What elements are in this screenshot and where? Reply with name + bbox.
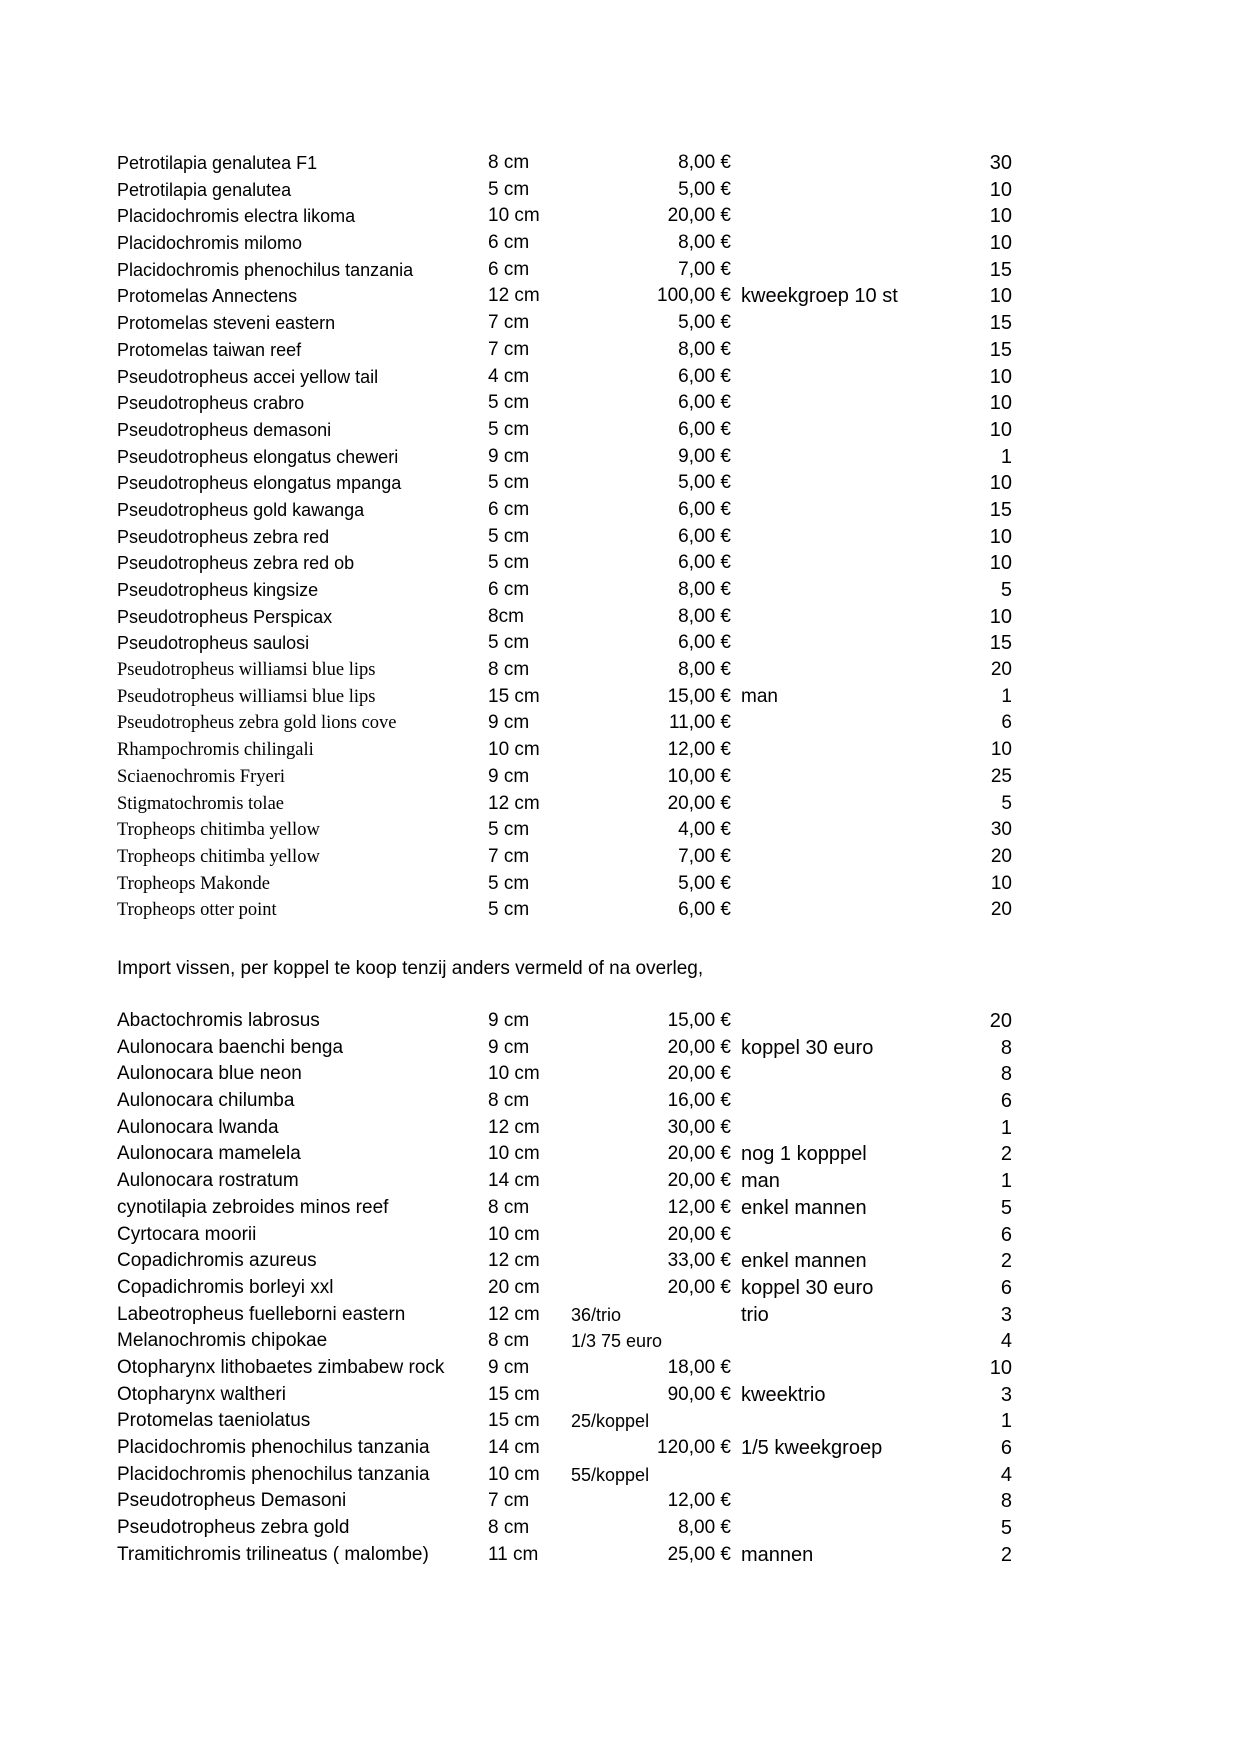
fish-price: 6,00 €: [678, 365, 731, 387]
fish-size: 14 cm: [488, 1170, 540, 1192]
price-note: 25/koppel: [571, 1411, 650, 1432]
remark: koppel 30 euro: [741, 1036, 874, 1059]
table-row: [0, 283, 1240, 310]
fish-size: 12 cm: [488, 1303, 540, 1325]
fish-price: 33,00 €: [667, 1250, 731, 1272]
fish-price: 90,00 €: [667, 1383, 731, 1405]
quantity: 8: [1000, 1036, 1012, 1059]
fish-price: 8,00 €: [678, 579, 731, 600]
quantity: 15: [989, 498, 1012, 521]
fish-price: 20,00 €: [667, 1036, 731, 1058]
quantity: 20: [990, 659, 1012, 681]
fish-size: 10 cm: [488, 1463, 540, 1485]
table-row: [0, 230, 1240, 257]
table-row: [0, 1275, 1240, 1302]
fish-size: 20 cm: [488, 1276, 540, 1298]
table-row: [0, 604, 1240, 631]
table-row: [0, 1248, 1240, 1275]
fish-price: 6,00 €: [678, 552, 731, 574]
fish-size: 8 cm: [488, 1517, 530, 1539]
fish-name: Pseudotropheus williamsi blue lips: [117, 660, 376, 681]
fish-price: 6,00 €: [678, 418, 731, 440]
table-row: [0, 1542, 1240, 1569]
remark: koppel 30 euro: [741, 1276, 874, 1299]
fish-name: Tropheops Makonde: [117, 873, 270, 894]
quantity: 6: [1001, 712, 1012, 734]
quantity: 30: [989, 152, 1012, 174]
quantity: 10: [989, 418, 1012, 441]
quantity: 20: [990, 899, 1012, 921]
table-row: [0, 1061, 1240, 1088]
fish-name: Pseudotropheus Demasoni: [117, 1490, 347, 1512]
fish-price: 20,00 €: [667, 792, 731, 814]
table-row: [0, 1462, 1240, 1489]
fish-name: Petrotilapia genalutea: [117, 179, 292, 200]
quantity: 1: [1000, 1116, 1012, 1139]
fish-size: 12 cm: [488, 1250, 540, 1272]
fish-size: 8 cm: [488, 152, 530, 173]
fish-name: Aulonocara blue neon: [117, 1063, 302, 1085]
remark: nog 1 kopppel: [741, 1143, 867, 1166]
fish-name: Pseudotropheus zebra gold: [117, 1517, 350, 1539]
table-row: [0, 417, 1240, 444]
fish-size: 5 cm: [488, 819, 530, 841]
fish-size: 7 cm: [488, 845, 530, 867]
fish-name: Pseudotropheus saulosi: [117, 633, 310, 654]
table-row: [0, 1355, 1240, 1382]
table-row: [0, 577, 1240, 604]
quantity: 2: [1000, 1543, 1012, 1566]
fish-size: 8 cm: [488, 1330, 530, 1352]
fish-size: 5 cm: [488, 178, 530, 200]
quantity: 10: [989, 1356, 1012, 1379]
fish-price: 15,00 €: [667, 1010, 731, 1031]
fish-size: 12 cm: [488, 792, 540, 814]
table-row: [0, 1115, 1240, 1142]
fish-size: 5 cm: [488, 632, 530, 654]
fish-price: 8,00 €: [678, 338, 731, 360]
table-row: [0, 684, 1240, 711]
quantity: 10: [989, 392, 1012, 415]
fish-size: 6 cm: [488, 258, 530, 280]
fish-size: 7 cm: [488, 1490, 530, 1512]
fish-price: 8,00 €: [678, 605, 731, 627]
fish-name: Copadichromis borleyi xxl: [117, 1276, 334, 1298]
fish-name: Pseudotropheus Perspicax: [117, 606, 333, 627]
table-row: [0, 364, 1240, 391]
fish-name: Pseudotropheus zebra red ob: [117, 553, 355, 574]
fish-price: 20,00 €: [667, 205, 731, 227]
quantity: 25: [990, 765, 1012, 787]
quantity: 6: [1000, 1437, 1012, 1459]
quantity: 1: [1000, 1170, 1012, 1193]
quantity: 10: [989, 285, 1012, 308]
fish-name: Pseudotropheus accei yellow tail: [117, 366, 379, 387]
remark: trio: [741, 1303, 769, 1326]
fish-price: 4,00 €: [678, 819, 731, 841]
price-note: 55/koppel: [571, 1464, 650, 1485]
fish-name: Pseudotropheus demasoni: [117, 419, 332, 440]
fish-name: Rhampochromis chilingali: [117, 740, 314, 761]
fish-price: 5,00 €: [678, 178, 731, 200]
quantity: 4: [1000, 1330, 1012, 1353]
fish-size: 8 cm: [488, 1090, 530, 1112]
fish-size: 5 cm: [488, 392, 530, 414]
table-row: [0, 1515, 1240, 1542]
fish-price: 8,00 €: [678, 232, 731, 254]
fish-price: 9,00 €: [678, 445, 731, 467]
fish-name: Placidochromis phenochilus tanzania: [117, 259, 414, 280]
fish-price: 8,00 €: [678, 1517, 731, 1539]
table-row: [0, 791, 1240, 818]
import-section-heading: Import vissen, per koppel te koop tenzij anders vermeld of na overleg,: [117, 958, 704, 979]
fish-name: Aulonocara rostratum: [117, 1170, 299, 1192]
quantity: 5: [1001, 792, 1012, 814]
fish-name: Aulonocara chilumba: [117, 1090, 295, 1112]
quantity: 2: [1000, 1143, 1012, 1166]
table-row: [0, 1382, 1240, 1409]
fish-size: 7 cm: [488, 338, 530, 360]
fish-price: 7,00 €: [678, 845, 731, 867]
fish-name: Placidochromis phenochilus tanzania: [117, 1463, 430, 1485]
fish-price: 20,00 €: [667, 1063, 731, 1085]
table-row: [0, 817, 1240, 844]
table-row: [0, 1141, 1240, 1168]
fish-size: 10 cm: [488, 1063, 540, 1085]
fish-size: 10 cm: [488, 739, 540, 761]
fish-name: Placidochromis milomo: [117, 233, 303, 254]
quantity: 15: [989, 338, 1012, 361]
price-note: 36/trio: [571, 1304, 622, 1325]
quantity: 10: [989, 525, 1012, 548]
quantity: 10: [989, 205, 1012, 228]
fish-price: 6,00 €: [678, 392, 731, 414]
fish-price: 30,00 €: [667, 1116, 731, 1138]
quantity: 5: [1000, 579, 1012, 601]
fish-size: 15 cm: [488, 1383, 540, 1405]
quantity: 5: [1000, 1517, 1012, 1540]
fish-price: 12,00 €: [667, 739, 731, 761]
fish-price: 20,00 €: [667, 1223, 731, 1245]
fish-name: Tramitichromis trilineatus ( malombe): [117, 1543, 429, 1565]
fish-name: Protomelas Annectens: [117, 286, 298, 307]
quantity: 20: [990, 845, 1012, 867]
quantity: 10: [989, 232, 1012, 255]
fish-name: Aulonocara baenchi benga: [117, 1036, 344, 1058]
fish-name: Cyrtocara moorii: [117, 1223, 257, 1245]
table-row: [0, 337, 1240, 364]
fish-name: Pseudotropheus zebra red: [117, 526, 330, 547]
table-row: [0, 444, 1240, 471]
fish-name: cynotilapia zebroides minos reef: [117, 1196, 389, 1218]
remark: man: [741, 685, 778, 707]
fish-price: 7,00 €: [678, 258, 731, 280]
table-row: [0, 1222, 1240, 1249]
fish-name: Pseudotropheus zebra gold lions cove: [117, 713, 397, 734]
fish-size: 9 cm: [488, 712, 530, 734]
fish-price: 5,00 €: [678, 872, 731, 894]
fish-name: Tropheops chitimba yellow: [117, 820, 320, 841]
fish-name: Pseudotropheus williamsi blue lips: [117, 686, 376, 707]
table-row: [0, 470, 1240, 497]
quantity: 8: [1000, 1490, 1012, 1513]
quantity: 1: [1001, 685, 1012, 707]
fish-size: 9 cm: [488, 1036, 530, 1058]
fish-price: 6,00 €: [678, 498, 731, 520]
fish-size: 5 cm: [488, 472, 530, 494]
quantity: 15: [989, 258, 1012, 281]
remark: kweektrio: [741, 1383, 826, 1406]
fish-name: Placidochromis phenochilus tanzania: [117, 1437, 430, 1458]
fish-name: Aulonocara lwanda: [117, 1116, 279, 1138]
fish-price: 18,00 €: [667, 1356, 731, 1378]
table-row: [0, 524, 1240, 551]
remark: kweekgroep 10 st: [741, 285, 898, 308]
fish-name: Labeotropheus fuelleborni eastern: [117, 1303, 406, 1325]
fish-name: Pseudotropheus elongatus mpanga: [117, 473, 402, 494]
quantity: 10: [990, 872, 1012, 894]
fish-price-table-import: [0, 1008, 1240, 1568]
remark: enkel mannen: [741, 1196, 867, 1219]
fish-price: 6,00 €: [678, 899, 731, 921]
fish-name: Petrotilapia genalutea F1: [117, 153, 318, 173]
fish-size: 15 cm: [488, 1410, 540, 1432]
table-row: [0, 1168, 1240, 1195]
fish-name: Stigmatochromis tolae: [117, 793, 284, 814]
fish-name: Pseudotropheus kingsize: [117, 580, 319, 600]
fish-size: 10 cm: [488, 1223, 540, 1245]
fish-size: 6 cm: [488, 579, 530, 600]
fish-size: 10 cm: [488, 1143, 540, 1165]
remark: enkel mannen: [741, 1250, 867, 1273]
fish-price: 12,00 €: [667, 1490, 731, 1512]
fish-name: Aulonocara mamelela: [117, 1143, 301, 1165]
fish-name: Otopharynx lithobaetes zimbabew rock: [117, 1356, 445, 1378]
remark: mannen: [741, 1543, 814, 1566]
fish-name: Protomelas taeniolatus: [117, 1410, 311, 1432]
fish-size: 15 cm: [488, 685, 540, 707]
table-row: [0, 310, 1240, 337]
fish-size: 9 cm: [488, 445, 530, 467]
fish-size: 4 cm: [488, 365, 530, 387]
table-row: [0, 1035, 1240, 1062]
table-row: [0, 177, 1240, 204]
quantity: 10: [989, 365, 1012, 388]
quantity: 6: [1000, 1276, 1012, 1299]
quantity: 30: [990, 819, 1012, 841]
table-row: [0, 1195, 1240, 1222]
quantity: 3: [1000, 1383, 1012, 1406]
fish-size: 9 cm: [488, 1356, 530, 1378]
fish-price-table-local: [0, 150, 1240, 924]
quantity: 6: [1000, 1090, 1012, 1113]
table-row: [0, 630, 1240, 657]
fish-size: 6 cm: [488, 232, 530, 254]
fish-size: 9 cm: [488, 765, 530, 787]
fish-price: 5,00 €: [678, 472, 731, 494]
fish-size: 5 cm: [488, 418, 530, 440]
table-row: [0, 657, 1240, 684]
fish-name: Pseudotropheus gold kawanga: [117, 499, 365, 520]
quantity: 20: [989, 1010, 1012, 1032]
table-row: [0, 764, 1240, 791]
fish-name: Tropheops chitimba yellow: [117, 846, 320, 867]
fish-size: 5 cm: [488, 525, 530, 547]
fish-price: 25,00 €: [667, 1543, 731, 1565]
price-note: 1/3 75 euro: [571, 1331, 663, 1352]
fish-price: 10,00 €: [667, 765, 731, 787]
quantity: 8: [1000, 1063, 1012, 1086]
fish-name: Abactochromis labrosus: [117, 1010, 320, 1031]
fish-size: 5 cm: [488, 899, 530, 921]
quantity: 5: [1000, 1196, 1012, 1219]
table-row: [0, 710, 1240, 737]
fish-size: 9 cm: [488, 1010, 530, 1031]
fish-size: 5 cm: [488, 552, 530, 574]
quantity: 10: [990, 739, 1012, 761]
quantity: 10: [989, 472, 1012, 495]
fish-price: 20,00 €: [667, 1143, 731, 1165]
quantity: 15: [989, 312, 1012, 335]
fish-name: Pseudotropheus elongatus cheweri: [117, 446, 399, 467]
quantity: 1: [1000, 445, 1012, 468]
table-row: [0, 497, 1240, 524]
table-row: [0, 1435, 1240, 1462]
fish-size: 11 cm: [488, 1543, 539, 1565]
table-row: [0, 257, 1240, 284]
fish-size: 8cm: [488, 605, 524, 627]
quantity: 10: [989, 178, 1012, 201]
quantity: 2: [1000, 1250, 1012, 1273]
fish-size: 6 cm: [488, 498, 530, 520]
fish-size: 7 cm: [488, 312, 530, 334]
fish-price: 6,00 €: [678, 632, 731, 654]
table-row: [0, 1488, 1240, 1515]
quantity: 4: [1000, 1463, 1012, 1486]
fish-price: 20,00 €: [667, 1276, 731, 1298]
fish-price: 8,00 €: [678, 152, 731, 173]
table-row: [0, 150, 1240, 177]
quantity: 1: [1000, 1410, 1012, 1433]
fish-size: 5 cm: [488, 872, 530, 894]
table-row: [0, 1328, 1240, 1355]
fish-size: 10 cm: [488, 205, 540, 227]
fish-price: 5,00 €: [678, 312, 731, 334]
table-row: [0, 1302, 1240, 1329]
fish-name: Protomelas steveni eastern: [117, 313, 336, 334]
quantity: 10: [989, 552, 1012, 575]
fish-name: Protomelas taiwan reef: [117, 339, 302, 360]
quantity: 3: [1000, 1303, 1012, 1326]
fish-name: Placidochromis electra likoma: [117, 206, 356, 227]
quantity: 6: [1000, 1223, 1012, 1246]
quantity: 15: [989, 632, 1012, 655]
fish-price: 15,00 €: [667, 685, 731, 707]
fish-name: Sciaenochromis Fryeri: [117, 766, 285, 787]
fish-price: 100,00 €: [657, 285, 731, 307]
remark: 1/5 kweekgroep: [741, 1437, 883, 1459]
table-row: [0, 871, 1240, 898]
fish-size: 8 cm: [488, 1196, 530, 1218]
table-row: [0, 844, 1240, 871]
fish-name: Copadichromis azureus: [117, 1250, 317, 1272]
table-row: [0, 390, 1240, 417]
table-row: [0, 550, 1240, 577]
table-row: [0, 1088, 1240, 1115]
fish-name: Tropheops otter point: [117, 900, 277, 921]
fish-price: 16,00 €: [667, 1090, 731, 1112]
fish-price: 120,00 €: [657, 1437, 731, 1458]
fish-size: 12 cm: [488, 1116, 540, 1138]
fish-size: 14 cm: [488, 1437, 540, 1458]
quantity: 10: [989, 605, 1012, 628]
fish-name: Pseudotropheus crabro: [117, 393, 305, 414]
fish-size: 8 cm: [488, 659, 530, 681]
table-row: [0, 203, 1240, 230]
table-row: [0, 737, 1240, 764]
fish-price: 11,00 €: [669, 712, 731, 734]
table-row: [0, 897, 1240, 924]
table-row: [0, 1008, 1240, 1035]
fish-price: 8,00 €: [678, 659, 731, 681]
fish-price: 12,00 €: [667, 1196, 731, 1218]
fish-size: 12 cm: [488, 285, 540, 307]
fish-price: 6,00 €: [678, 525, 731, 547]
table-row: [0, 1408, 1240, 1435]
fish-name: Melanochromis chipokae: [117, 1330, 328, 1352]
fish-name: Otopharynx waltheri: [117, 1383, 286, 1405]
fish-price: 20,00 €: [667, 1170, 731, 1192]
remark: man: [741, 1170, 780, 1193]
